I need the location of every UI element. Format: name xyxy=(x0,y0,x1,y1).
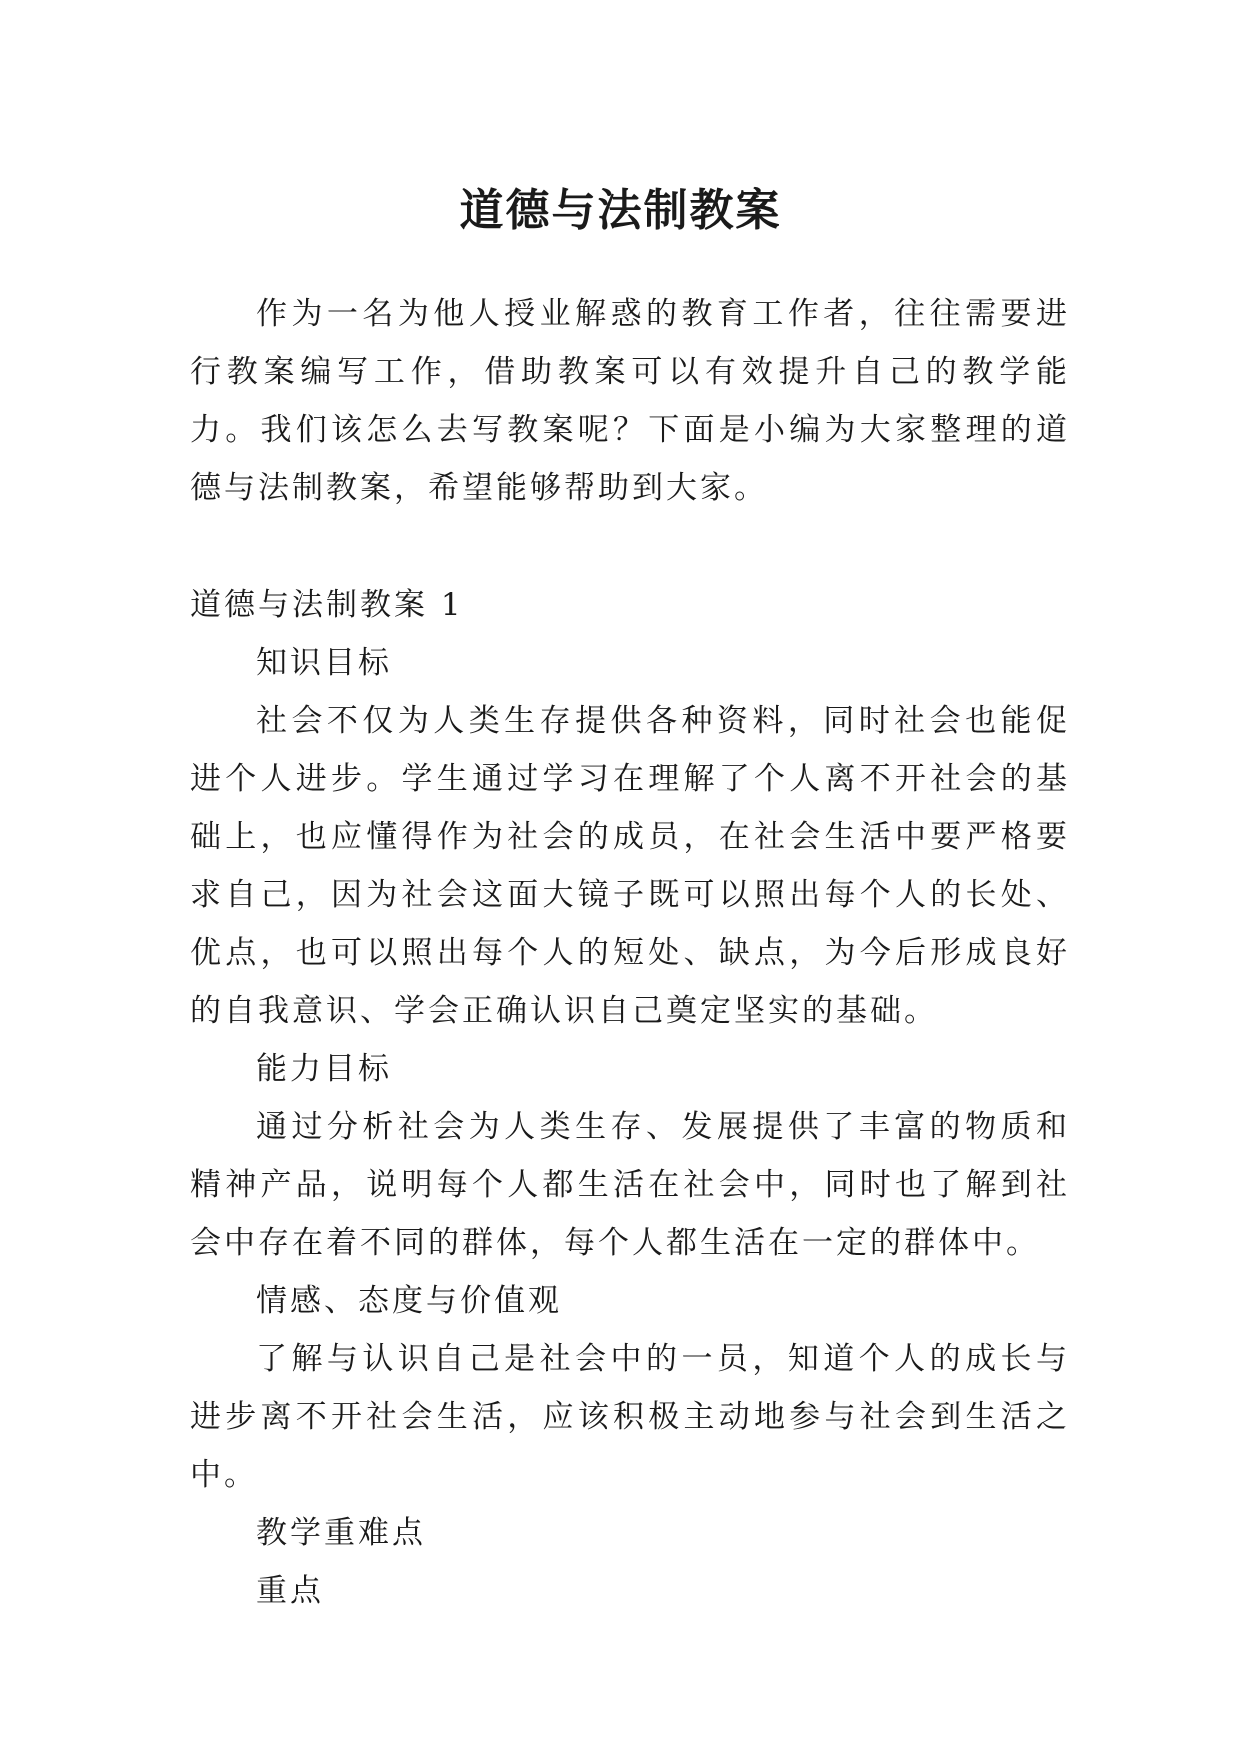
ability-paragraph: 通过分析社会为人类生存、发展提供了丰富的物质和精神产品，说明每个人都生活在社会中，同时也了解到社会中存在着不同的群体，每个人都生活在一定的群体中。 xyxy=(190,1109,1070,1261)
difficulty-heading: 教学重难点 xyxy=(256,1515,426,1551)
intro-paragraph: 作为一名为他人授业解惑的教育工作者，往往需要进行教案编写工作，借助教案可以有效提升自己的教学能力。我们该怎么去写教案呢？下面是小编为大家整理的道德与法制教案，希望能够帮助到大家。 xyxy=(190,296,1070,506)
knowledge-heading: 知识目标 xyxy=(256,645,392,681)
ability-heading: 能力目标 xyxy=(256,1051,392,1087)
section-title: 道德与法制教案 1 xyxy=(190,587,464,623)
document-title: 道德与法制教案 xyxy=(459,185,782,237)
key-point-heading: 重点 xyxy=(256,1573,324,1609)
lesson-plan-section xyxy=(190,576,1070,1620)
emotion-paragraph: 了解与认识自己是社会中的一员，知道个人的成长与进步离不开社会生活，应该积极主动地参与社会到生活之中。 xyxy=(190,1341,1070,1493)
emotion-heading: 情感、态度与价值观 xyxy=(256,1283,562,1319)
knowledge-paragraph: 社会不仅为人类生存提供各种资料，同时社会也能促进个人进步。学生通过学习在理解了个人离不开社会的基础上，也应懂得作为社会的成员，在社会生活中要严格要求自己，因为社会这面大镜子既可以照出每个人的长处、优点，也可以照出每个人的短处、缺点，为今后形成良好的自我意识、学会正确认识自己奠定坚实的基础。 xyxy=(190,703,1070,1029)
